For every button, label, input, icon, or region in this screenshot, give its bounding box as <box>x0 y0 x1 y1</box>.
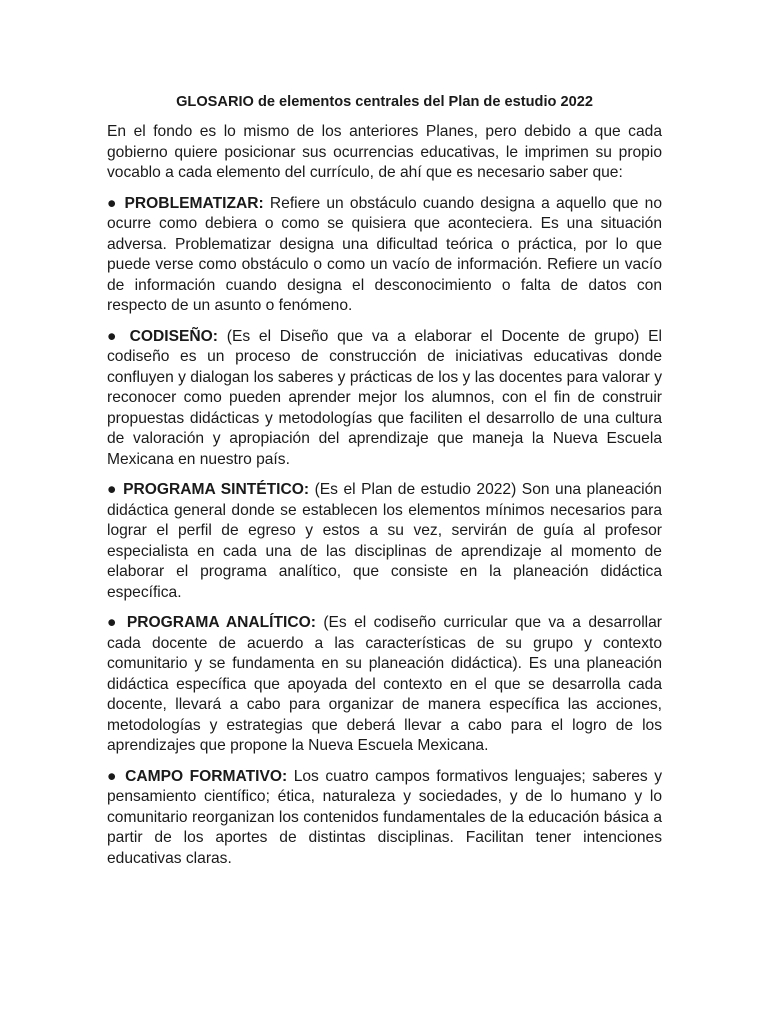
glossary-entry-codiseno <box>107 327 662 471</box>
entry-colon: : <box>282 767 288 785</box>
entry-colon: : <box>310 614 316 631</box>
entry-definition: (Es el codiseño curricular que va a desarrollar cada docente de acuerdo a las características de su grupo y contexto comunitario y se fundamenta en su planeación didáctica). Es una planeación didáctica específica que apoyada del contexto en el que se desarrolla cada docente, llevará a cabo para organizar de manera específica las acciones, metodologías y estrategias que deberá llevar a cabo para el logro de los aprendizajes que propone la Nueva Escuela Mexicana. <box>107 614 662 754</box>
entry-colon: : <box>258 194 264 212</box>
intro-paragraph: En el fondo es lo mismo de los anteriores Planes, pero debido a que cada gobierno quiere posicionar sus ocurrencias educativas, le imprimen su propio vocablo a cada elemento del currículo, de ahí que es necesario saber que: <box>107 123 662 181</box>
entry-colon: : <box>303 481 310 498</box>
entry-term: PROGRAMA SINTÉTICO <box>123 481 304 498</box>
bullet-icon: ● <box>107 194 119 212</box>
entry-term: PROBLEMATIZAR <box>124 194 259 212</box>
entry-term: PROGRAMA ANALÍTICO <box>126 614 311 631</box>
glossary-entry-problematizar <box>107 194 662 317</box>
entry-definition: (Es el Diseño que va a elaborar el Docente de grupo) El codiseño es un proceso de construcción de iniciativas educativas donde confluyen y dialogan los saberes y prácticas de los y las docentes para valorar y reconocer como pueden aprender mejor los alumnos, con el fin de construir propuestas didácticas y metodologías que faciliten el desarrollo de una cultura de valoración y apropiación del aprendizaje que maneja la Nueva Escuela Mexicana en nuestro país. <box>107 327 662 468</box>
bullet-icon: ● <box>107 767 119 785</box>
entry-definition: (Es el Plan de estudio 2022) Son una planeación didáctica general donde se establecen los elementos mínimos necesarios para lograr el perfil de egreso y estos a su vez, servirán de guía al profesor especialista en cada una de las disciplinas de aprendizaje al momento de elaborar el programa analítico, que consiste en la planeación didáctica específica. <box>107 481 662 601</box>
entry-term: CODISEÑO <box>129 327 213 345</box>
bullet-icon: ● <box>107 327 121 345</box>
document-title: GLOSARIO de elementos centrales del Plan de estudio 2022 <box>176 94 593 110</box>
glossary-entry-campo-formativo <box>107 767 662 870</box>
entry-colon: : <box>212 327 218 345</box>
bullet-icon: ● <box>107 481 118 498</box>
glossary-entry-programa-sintetico <box>107 480 662 603</box>
entry-term: CAMPO FORMATIVO <box>125 767 283 785</box>
glossary-entry-programa-analitico <box>107 613 662 757</box>
entry-definition: Refiere un obstáculo cuando designa a aquello que no ocurre como debiera o como se quisiera que aconteciera. Es una situación adversa. Problematizar designa una dificultad teórica o práctica, por lo que puede verse como obstáculo o como un vacío de información. Refiere un vacío de información cuando designa el desconocimiento o falta de datos con respecto de un asunto o fenómeno. <box>107 194 663 314</box>
entry-definition: Los cuatro campos formativos lenguajes; saberes y pensamiento científico; ética, naturaleza y sociedades, y de lo humano y lo comunitario reorganizan los contenidos fundamentales de la educación básica a partir de los aportes de distintas disciplinas. Facilitan tener intenciones educativas claras. <box>107 767 663 867</box>
bullet-icon: ● <box>107 614 120 631</box>
